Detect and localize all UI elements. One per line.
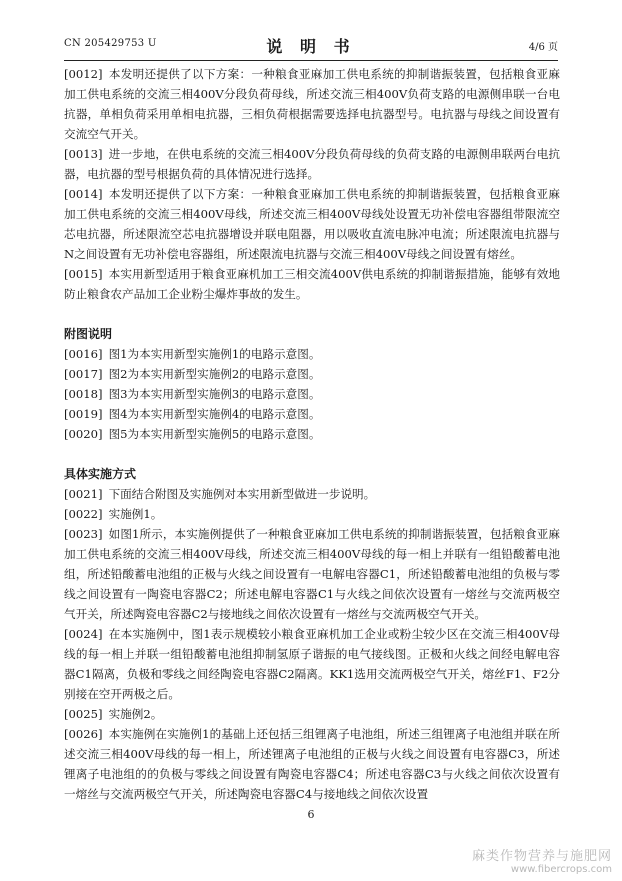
- figure-caption-item: [64, 424, 560, 444]
- document-title: 说 明 书: [266, 37, 356, 56]
- paragraph-text: 实施例1。: [108, 507, 163, 521]
- header-divider: [64, 60, 558, 61]
- paragraph-text: 实施例2。: [108, 707, 163, 721]
- paragraph-text: 下面结合附图及实施例对本实用新型做进一步说明。: [108, 487, 376, 501]
- figure-caption-item: [64, 404, 560, 424]
- paragraph: [64, 144, 560, 184]
- paragraph: [64, 724, 560, 804]
- paragraph-text: 本实用新型适用于粮食亚麻机加工三相交流400V供电系统的抑制谐振措施，能够有效地防止粮食农产品加工企业粉尘爆炸事故的发生。: [64, 267, 560, 301]
- paragraph-text: 在本实施例中，图1表示规模较小粮食亚麻机加工企业或粉尘较少区在交流三相400V母线的每一相上并联一组铅酸蓄电池组抑制氢原子谐振的电气接线图。正极和火线之间经电解电容器C1隔离，负极和零线之间经陶瓷电容器C2隔离。KK1选用交流两极空气开关，熔丝F1、F2分别接在空开两极之后。: [64, 627, 560, 701]
- paragraph-number: [0018]: [64, 387, 103, 401]
- paragraph-text: 进一步地，在供电系统的交流三相400V分段负荷母线的负荷支路的电源侧串联两台电抗器，电抗器的型号根据负荷的具体情况进行选择。: [64, 147, 560, 181]
- paragraph-number: [0014]: [64, 187, 103, 201]
- paragraph-number: [0012]: [64, 67, 103, 81]
- page-number: 6: [307, 808, 315, 821]
- paragraph: [64, 484, 560, 504]
- paragraph-number: [0013]: [64, 147, 103, 161]
- paragraph: [64, 524, 560, 624]
- paragraph: [64, 504, 560, 524]
- paragraph-number: [0015]: [64, 267, 103, 281]
- figure-caption-item: [64, 364, 560, 384]
- watermark: [472, 845, 612, 875]
- paragraph-number: [0023]: [64, 527, 103, 541]
- document-body: [64, 64, 560, 804]
- page-header: [64, 34, 558, 56]
- paragraph-text: 如图1所示，本实施例提供了一种粮食亚麻加工供电系统的抑制谐振装置，包括粮食亚麻加工供电系统的交流三相400V母线，所述交流三相400V母线的每一相上并联有一组铅酸蓄电池组，所述铅酸蓄电池组的正极与火线之间设置有一电解电容器C1，所述铅酸蓄电池组的负极与零线之间设置有一陶瓷电容器C2；所述电解电容器C1与火线之间依次设置有一熔丝与交流两极空气开关，所述陶瓷电容器C2与接地线之间依次设置有一熔丝与交流两极空气开关。: [64, 527, 560, 621]
- figure-caption-item: [64, 384, 560, 404]
- paragraph-number: [0016]: [64, 347, 103, 361]
- paragraph-text: 本发明还提供了以下方案：一种粮食亚麻加工供电系统的抑制谐振装置，包括粮食亚麻加工供电系统的交流三相400V母线，所述交流三相400V母线处设置无功补偿电容器组带限流空芯电抗器，所述限流空芯电抗器增设并联电阻器，用以吸收直流电脉冲电流；所述限流电抗器与N之间设置有无功补偿电容器组，所述限流电抗器与交流三相400V母线之间设置有熔丝。: [64, 187, 560, 261]
- watermark-site-name: 麻类作物营养与施肥网: [471, 849, 612, 864]
- paragraph-number: [0021]: [64, 487, 103, 501]
- paragraph-text: 图2为本实用新型实施例2的电路示意图。: [108, 367, 321, 381]
- paragraph-text: 本实施例在实施例1的基础上还包括三组锂离子电池组，所述三组锂离子电池组并联在所述交流三相400V母线的每一相上，所述锂离子电池组的正极与火线之间设置有电容器C3，所述锂离子电池组的的负极与零线之间设置有陶瓷电容器C4；所述电容器C3与火线之间依次设置有一熔丝与交流两极空气开关，所述陶瓷电容器C4与接地线之间依次设置: [64, 727, 560, 801]
- section-heading-figures: 附图说明: [64, 327, 113, 341]
- paragraph: [64, 624, 560, 704]
- paragraph-number: [0024]: [64, 627, 103, 641]
- paragraph-number: [0026]: [64, 727, 103, 741]
- paragraph: [64, 184, 560, 264]
- paragraph-text: 图4为本实用新型实施例4的电路示意图。: [108, 407, 321, 421]
- paragraph-text: 图3为本实用新型实施例3的电路示意图。: [108, 387, 321, 401]
- paragraph-number: [0022]: [64, 507, 103, 521]
- paragraph-text: 本发明还提供了以下方案：一种粮食亚麻加工供电系统的抑制谐振装置，包括粮食亚麻加工供电系统的交流三相400V分段负荷母线，所述交流三相400V负荷支路的电源侧串联一台电抗器，单相负荷采用单相电抗器，三相负荷根据需要选择电抗器型号。电抗器与母线之间设置有交流空气开关。: [64, 67, 560, 141]
- paragraph-number: [0025]: [64, 707, 103, 721]
- section-heading-embodiments: 具体实施方式: [64, 467, 137, 481]
- spacer: [64, 304, 560, 324]
- paragraph-number: [0019]: [64, 407, 103, 421]
- paragraph: [64, 264, 560, 304]
- paragraph-number: [0020]: [64, 427, 103, 441]
- spacer: [64, 444, 560, 464]
- paragraph-text: 图5为本实用新型实施例5的电路示意图。: [108, 427, 321, 441]
- paragraph-number: [0017]: [64, 367, 103, 381]
- page-indicator: 4/6 页: [528, 42, 558, 53]
- paragraph: [64, 704, 560, 724]
- paragraph: [64, 64, 560, 144]
- paragraph-text: 图1为本实用新型实施例1的电路示意图。: [108, 347, 321, 361]
- patent-number: CN 205429753 U: [64, 38, 157, 49]
- figure-caption-item: [64, 344, 560, 364]
- watermark-url: www.fibercrops.com: [510, 864, 612, 875]
